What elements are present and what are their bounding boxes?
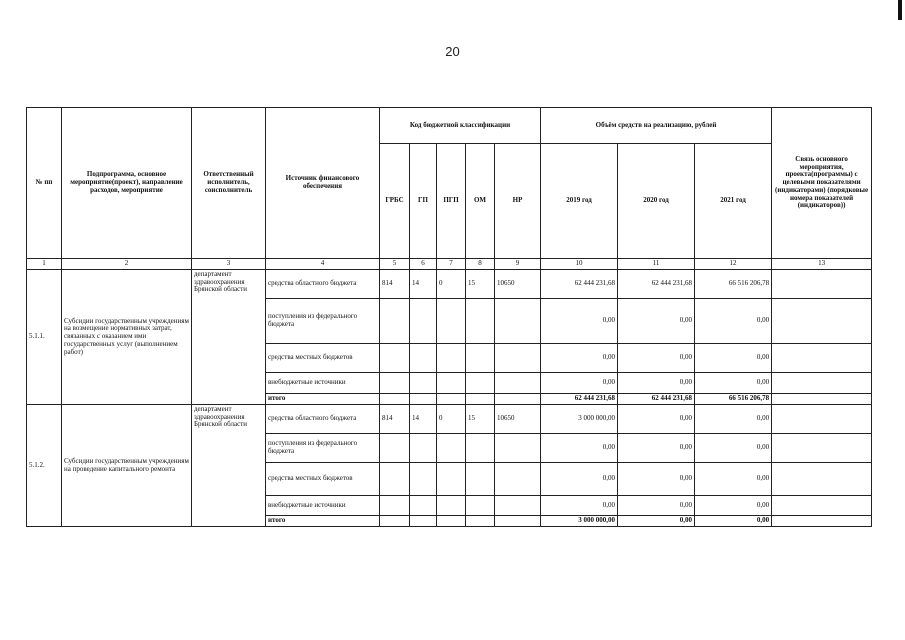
total-2020: 62 444 231,68 [618, 394, 695, 405]
pgp-cell [437, 344, 466, 373]
grbs-cell [380, 434, 410, 463]
pgp-cell [437, 299, 466, 344]
source-cell: средства областного бюджета [266, 270, 380, 299]
source-cell: внебюджетные источники [266, 373, 380, 394]
col-number: 10 [541, 259, 618, 270]
om-cell [466, 434, 495, 463]
value-2020: 0,00 [618, 299, 695, 344]
source-cell: средства местных бюджетов [266, 344, 380, 373]
value-2020: 0,00 [618, 373, 695, 394]
col-number: 7 [437, 259, 466, 270]
row-name: Субсидии государственным учреждениям на проведение капитального ремонта [62, 405, 192, 527]
value-2020: 62 444 231,68 [618, 270, 695, 299]
link-cell [772, 516, 872, 527]
row-num: 5.1.2. [27, 405, 62, 527]
link-cell [772, 270, 872, 299]
source-cell: средства областного бюджета [266, 405, 380, 434]
total-2019: 62 444 231,68 [541, 394, 618, 405]
om-cell [466, 299, 495, 344]
header-num: № пп [27, 108, 62, 259]
om-cell [466, 496, 495, 516]
link-cell [772, 434, 872, 463]
pgp-cell [437, 463, 466, 496]
col-number: 2 [62, 259, 192, 270]
gp-cell: 14 [410, 405, 437, 434]
value-2019: 62 444 231,68 [541, 270, 618, 299]
nr-cell [495, 434, 541, 463]
total-label: итого [266, 394, 380, 405]
header-2021: 2021 год [695, 144, 772, 259]
value-2019: 0,00 [541, 344, 618, 373]
row-executor: департамент здравоохранения Брянской области [192, 405, 266, 527]
scan-edge-mark [898, 0, 902, 20]
nr-cell [495, 299, 541, 344]
gp-cell [410, 373, 437, 394]
header-source: Источник финансового обеспечения [266, 108, 380, 259]
value-2021: 66 516 206,78 [695, 270, 772, 299]
value-2020: 0,00 [618, 405, 695, 434]
value-2019: 0,00 [541, 496, 618, 516]
total-label: итого [266, 516, 380, 527]
link-cell [772, 299, 872, 344]
value-2021: 0,00 [695, 405, 772, 434]
value-2020: 0,00 [618, 496, 695, 516]
col-number: 8 [466, 259, 495, 270]
header-2019: 2019 год [541, 144, 618, 259]
table-row [27, 270, 872, 299]
pgp-cell [437, 373, 466, 394]
link-cell [772, 405, 872, 434]
pgp-cell [437, 434, 466, 463]
grbs-cell [380, 299, 410, 344]
link-cell [772, 373, 872, 394]
value-2019: 3 000 000,00 [541, 405, 618, 434]
column-number-row [27, 259, 872, 270]
header-gp: ГП [410, 144, 437, 259]
om-cell: 15 [466, 405, 495, 434]
gp-cell [410, 496, 437, 516]
grbs-cell [380, 373, 410, 394]
link-cell [772, 463, 872, 496]
link-cell [772, 344, 872, 373]
budget-table [26, 107, 872, 527]
row-executor: департамент здравоохранения Брянской области [192, 270, 266, 405]
total-2020: 0,00 [618, 516, 695, 527]
pgp-cell: 0 [437, 270, 466, 299]
source-cell: поступления из федерального бюджета [266, 299, 380, 344]
total-2021: 0,00 [695, 516, 772, 527]
gp-cell [410, 344, 437, 373]
pgp-cell [437, 496, 466, 516]
value-2021: 0,00 [695, 344, 772, 373]
gp-cell: 14 [410, 270, 437, 299]
grbs-cell [380, 344, 410, 373]
nr-cell: 10650 [495, 405, 541, 434]
nr-cell [495, 463, 541, 496]
source-cell: внебюджетные источники [266, 496, 380, 516]
row-num: 5.1.1. [27, 270, 62, 405]
grbs-cell: 814 [380, 405, 410, 434]
header-nr: НР [495, 144, 541, 259]
om-cell [466, 344, 495, 373]
header-row-top [27, 108, 872, 144]
gp-cell [410, 299, 437, 344]
header-grbs: ГРБС [380, 144, 410, 259]
link-cell [772, 394, 872, 405]
col-number: 12 [695, 259, 772, 270]
value-2021: 0,00 [695, 463, 772, 496]
col-number: 13 [772, 259, 872, 270]
header-budget-code: Код бюджетной классификации [380, 108, 541, 144]
header-pgp: ПГП [437, 144, 466, 259]
header-program: Подпрограмма, основное мероприятие(проект), направление расходов, мероприятие [62, 108, 192, 259]
om-cell [466, 373, 495, 394]
col-number: 4 [266, 259, 380, 270]
link-cell [772, 496, 872, 516]
value-2020: 0,00 [618, 463, 695, 496]
nr-cell [495, 373, 541, 394]
om-cell [466, 463, 495, 496]
grbs-cell [380, 496, 410, 516]
col-number: 11 [618, 259, 695, 270]
gp-cell [410, 463, 437, 496]
grbs-cell [380, 463, 410, 496]
value-2020: 0,00 [618, 344, 695, 373]
value-2019: 0,00 [541, 463, 618, 496]
gp-cell [410, 434, 437, 463]
value-2021: 0,00 [695, 496, 772, 516]
value-2019: 0,00 [541, 434, 618, 463]
col-number: 1 [27, 259, 62, 270]
header-2020: 2020 год [618, 144, 695, 259]
col-number: 6 [410, 259, 437, 270]
col-number: 3 [192, 259, 266, 270]
total-2019: 3 000 000,00 [541, 516, 618, 527]
nr-cell [495, 344, 541, 373]
value-2019: 0,00 [541, 373, 618, 394]
header-funds: Объём средств на реализацию, рублей [541, 108, 772, 144]
header-executor: Ответственный исполнитель, соисполнитель [192, 108, 266, 259]
col-number: 9 [495, 259, 541, 270]
value-2021: 0,00 [695, 299, 772, 344]
header-link: Связь основного мероприятия, проекта(программы) с целевыми показателями (индикаторами) (порядковые номера показателей (индикаторов)) [772, 108, 872, 259]
source-cell: средства местных бюджетов [266, 463, 380, 496]
value-2020: 0,00 [618, 434, 695, 463]
nr-cell [495, 496, 541, 516]
page-number: 20 [445, 44, 460, 59]
table-row [27, 405, 872, 434]
col-number: 5 [380, 259, 410, 270]
row-name: Субсидии государственным учреждениям на возмещение нормативных затрат, связанных с оказанием ими государственных услуг (выполнением работ) [62, 270, 192, 405]
total-2021: 66 516 206,78 [695, 394, 772, 405]
header-om: ОМ [466, 144, 495, 259]
source-cell: поступления из федерального бюджета [266, 434, 380, 463]
value-2021: 0,00 [695, 434, 772, 463]
grbs-cell: 814 [380, 270, 410, 299]
pgp-cell: 0 [437, 405, 466, 434]
value-2019: 0,00 [541, 299, 618, 344]
nr-cell: 10650 [495, 270, 541, 299]
value-2021: 0,00 [695, 373, 772, 394]
om-cell: 15 [466, 270, 495, 299]
